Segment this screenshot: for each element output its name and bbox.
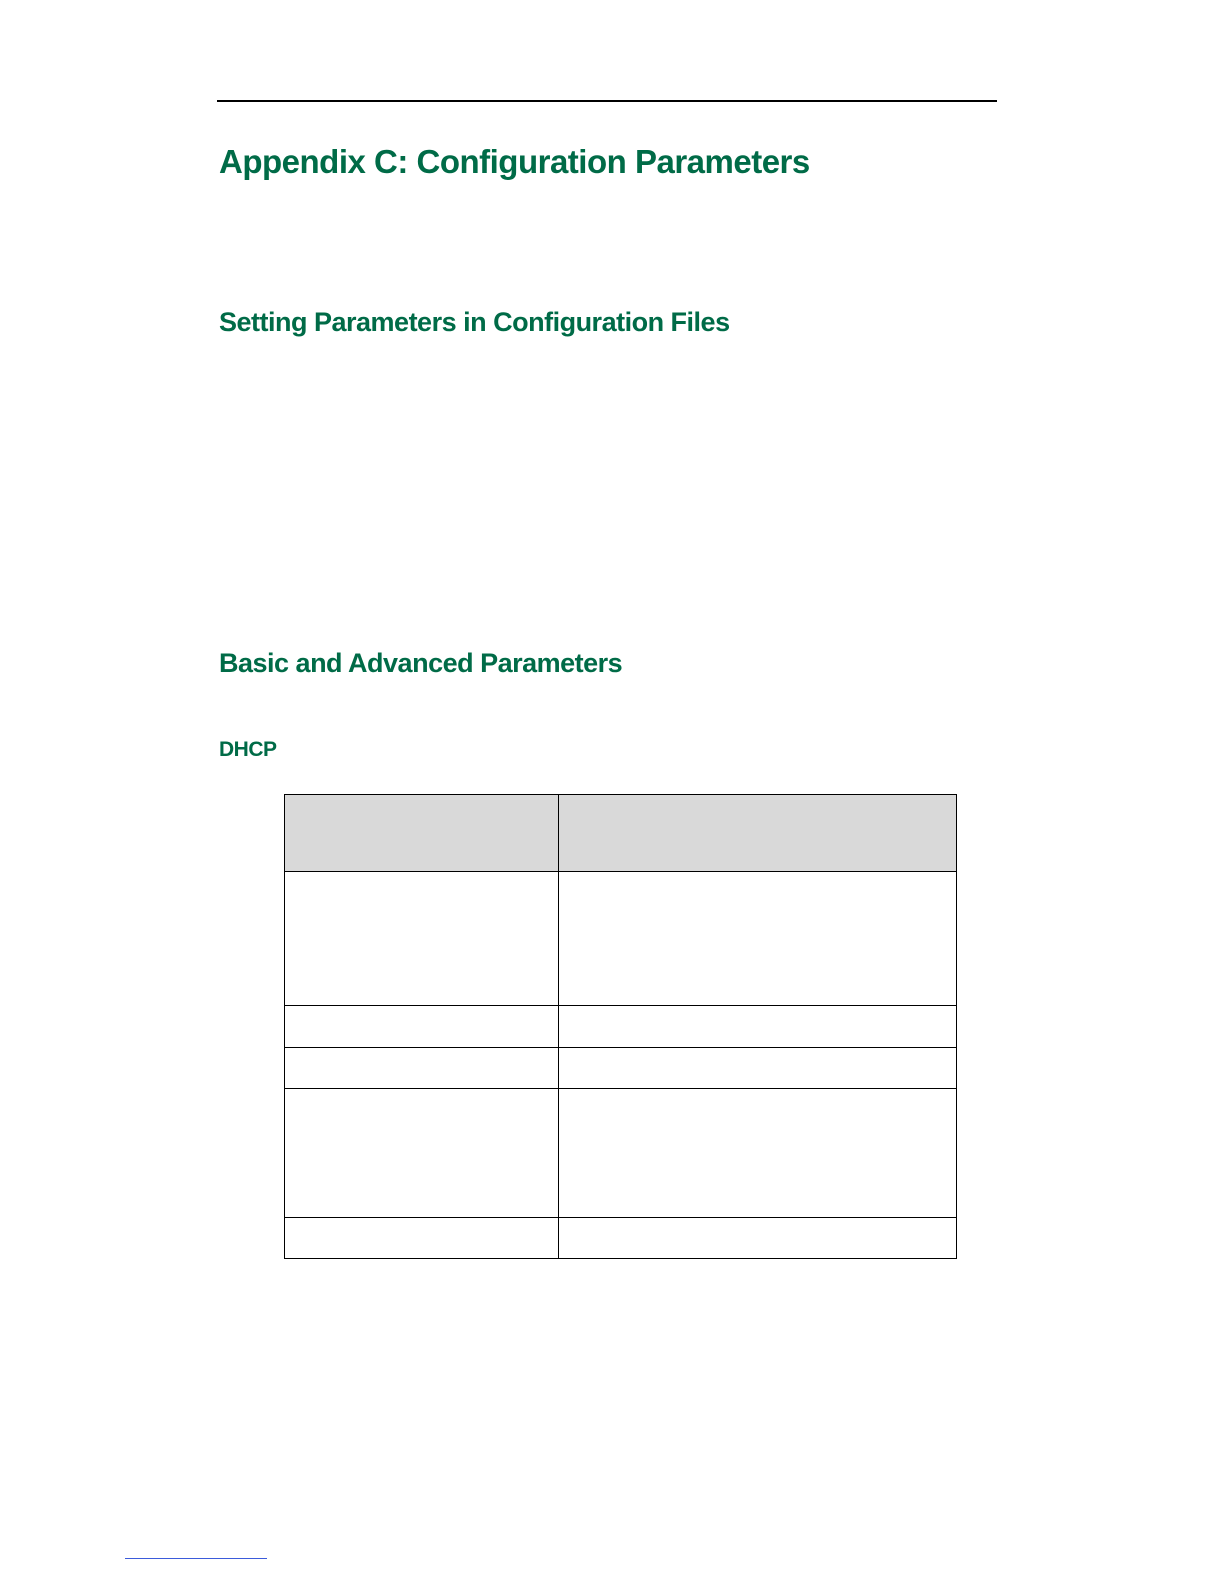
table-cell xyxy=(559,872,957,1006)
subsection-title-dhcp: DHCP xyxy=(219,738,277,761)
table-row xyxy=(285,872,957,1006)
table-cell xyxy=(559,1048,957,1089)
header-rule xyxy=(217,100,997,102)
dhcp-parameter-table xyxy=(284,794,957,1259)
table-row xyxy=(285,1218,957,1259)
section-title-setting-parameters: Setting Parameters in Configuration Files xyxy=(219,307,730,337)
table-row xyxy=(285,1006,957,1048)
table-header-row xyxy=(285,795,957,872)
table-cell xyxy=(559,1089,957,1218)
table-cell xyxy=(559,1006,957,1048)
footnote-link-underline[interactable] xyxy=(125,1558,267,1559)
table-cell xyxy=(285,1089,559,1218)
chapter-title: Appendix C: Configuration Parameters xyxy=(219,143,810,180)
table-header-cell xyxy=(285,795,559,872)
table-cell xyxy=(559,1218,957,1259)
table-cell xyxy=(285,1006,559,1048)
table-header-cell xyxy=(559,795,957,872)
table-cell xyxy=(285,1218,559,1259)
table-cell xyxy=(285,1048,559,1089)
section-title-basic-advanced: Basic and Advanced Parameters xyxy=(219,648,623,678)
table-row xyxy=(285,1089,957,1218)
table-cell xyxy=(285,872,559,1006)
table-row xyxy=(285,1048,957,1089)
